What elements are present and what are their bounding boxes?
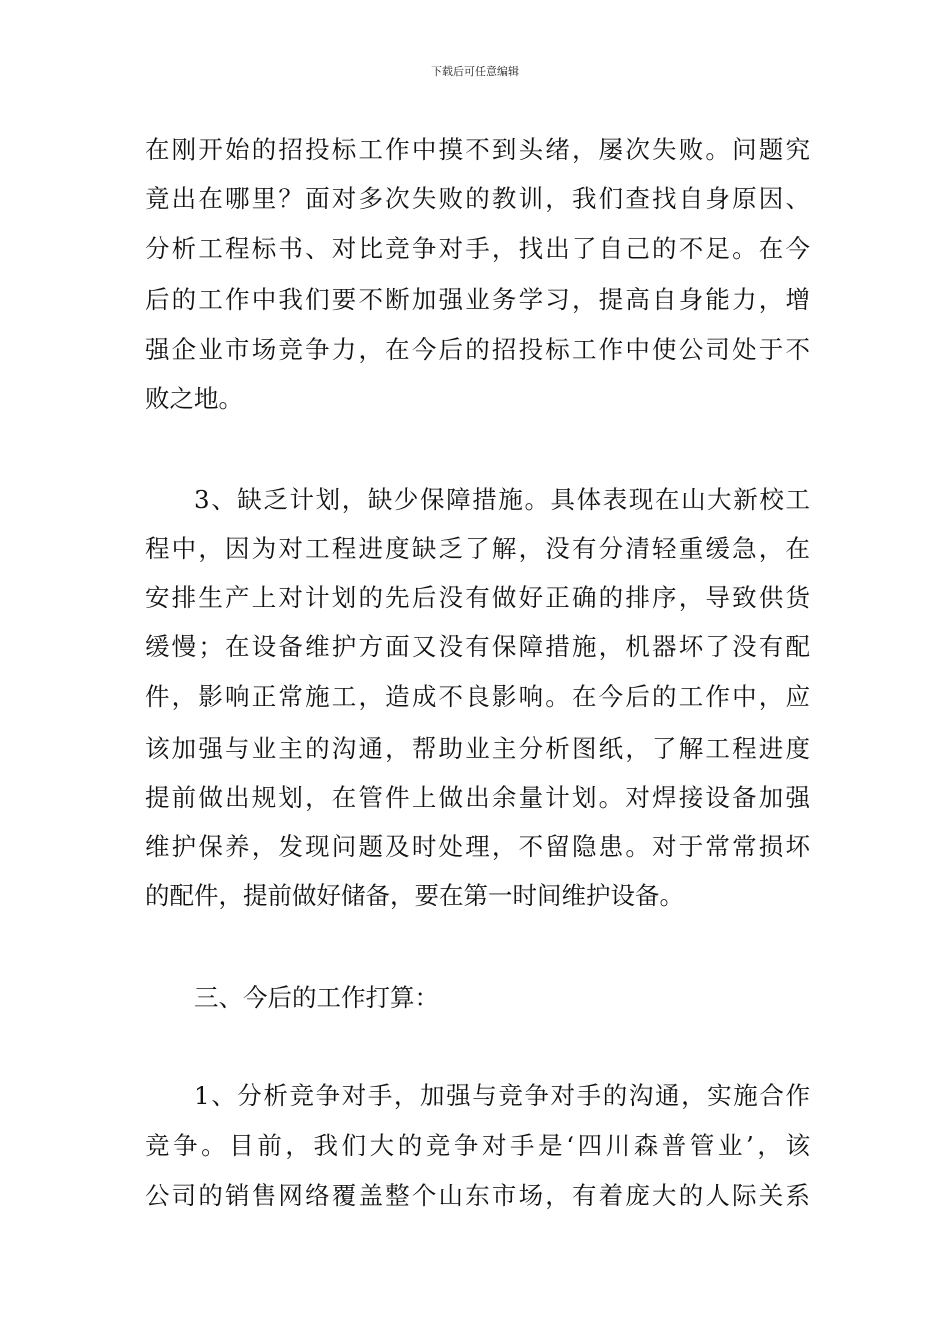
- page-header: 下载后可任意编辑: [431, 65, 519, 78]
- text-line: 程中，因为对工程进度缺乏了解，没有分清轻重缓急，在: [145, 534, 810, 563]
- text-line: 提前做出规划，在管件上做出余量计划。对焊接设备加强: [145, 783, 810, 812]
- text-line: 在刚开始的招投标工作中摸不到头绪，屡次失败。问题究: [145, 135, 810, 164]
- text-line: 缓慢；在设备维护方面又没有保障措施，机器坏了没有配: [145, 632, 810, 661]
- text-line: 3、缺乏计划，缺少保障措施。具体表现在山大新校工: [194, 485, 810, 514]
- text-line: 1、分析竞争对手，加强与竞争对手的沟通，实施合作: [194, 1081, 810, 1110]
- text-line: 分析工程标书、对比竞争对手，找出了自己的不足。在今: [145, 234, 810, 263]
- text-line: 件，影响正常施工，造成不良影响。在今后的工作中，应: [145, 682, 810, 711]
- text-line: 三、今后的工作打算：: [194, 983, 439, 1012]
- text-line: 竟出在哪里？面对多次失败的教训，我们查找自身原因、: [145, 184, 810, 213]
- text-line: 维护保养，发现问题及时处理，不留隐患。对于常常损坏: [145, 832, 810, 861]
- text-line: 竞争。目前，我们大的竞争对手是‘四川森普管业’，该: [145, 1131, 810, 1160]
- text-line: 该加强与业主的沟通，帮助业主分析图纸，了解工程进度: [145, 734, 810, 763]
- text-line: 强企业市场竞争力，在今后的招投标工作中使公司处于不: [145, 335, 810, 364]
- text-line: 败之地。: [145, 384, 243, 413]
- text-line: 公司的销售网络覆盖整个山东市场，有着庞大的人际关系: [145, 1181, 810, 1210]
- text-line: 的配件，提前做好储备，要在第一时间维护设备。: [145, 881, 684, 910]
- text-line: 安排生产上对计划的先后没有做好正确的排序，导致供货: [145, 583, 810, 612]
- text-line: 后的工作中我们要不断加强业务学习，提高自身能力，增: [145, 285, 810, 314]
